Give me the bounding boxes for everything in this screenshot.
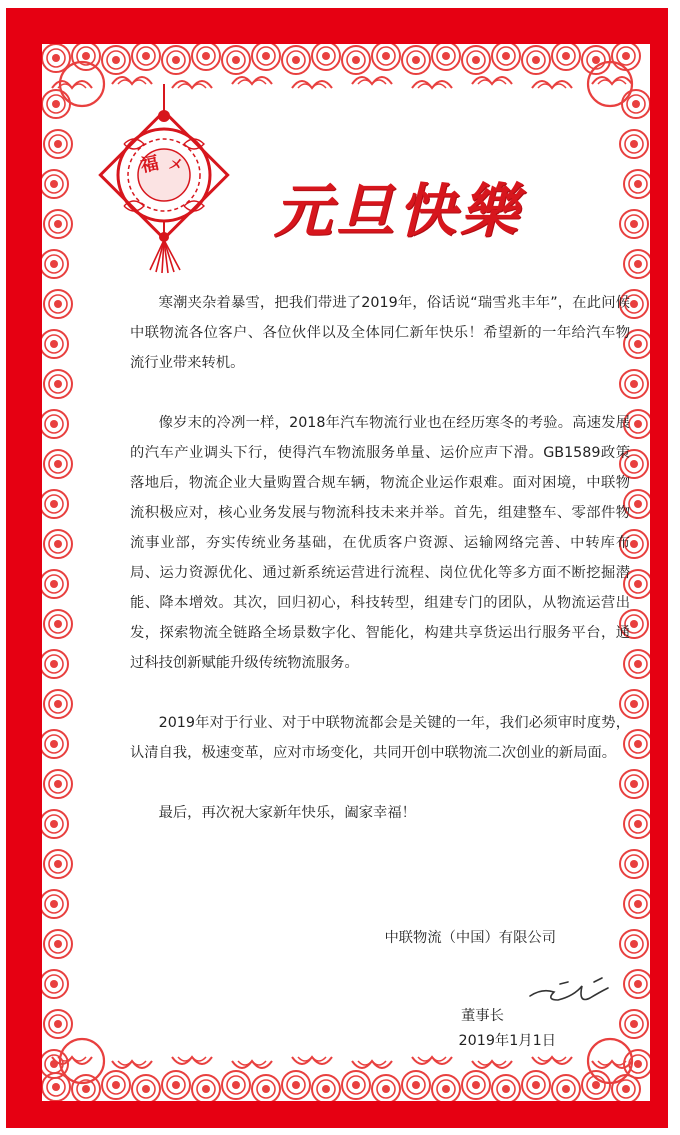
- letter-paper: [42, 44, 650, 1101]
- letter-body: [130, 288, 630, 858]
- paragraph-closing: 最后，再次祝大家新年快乐，阖家幸福！: [158, 805, 416, 821]
- red-frame: [6, 8, 668, 1128]
- page-title: 元旦快樂: [274, 177, 523, 245]
- chairman-label: 董事长: [461, 1008, 504, 1024]
- paragraph-review: 像岁末的冷冽一样，2018年汽车物流行业也在经历寒冬的考验。高速发展的汽车产业调头下行，使得汽车物流服务单量、运价应声下滑。GB1589政策落地后，物流企业大量购置合规车辆，物流企业运作艰难。面对困境，中联物流积极应对，核心业务发展与物流科技未来并举。首先，组建整车、零部件物流事业部，夯实传统业务基础，在优质客户资源、运输网络完善、中转库布局、运力资源优化、通过新系统运营进行流程、岗位优化等多方面不断挖掘潜能、降本增效。其次，回归初心，科技转型，组建专门的团队，从物流运营出发，探索物流全链路全场景数字化、智能化，构建共享货运出行服务平台，通过科技创新赋能升级传统物流服务。: [130, 415, 630, 671]
- handwritten-signature: [524, 974, 624, 1014]
- svg-text:㐅: 㐅: [167, 156, 185, 175]
- letter-date: 2019年1月1日: [458, 1033, 556, 1049]
- fu-knot-icon: [84, 84, 244, 274]
- company-name: 中联物流（中国）有限公司: [384, 930, 556, 946]
- paragraph-outlook: 2019年对于行业、对于中联物流都会是关键的一年，我们必须审时度势，认清自我，极速变革，应对市场变化，共同开创中联物流二次创业的新局面。: [130, 715, 630, 761]
- paragraph-greeting: 寒潮夹杂着暴雪，把我们带进了2019年，俗话说“瑞雪兆丰年”，在此问候中联物流各位客户、各位伙伴以及全体同仁新年快乐！希望新的一年给汽车物流行业带来转机。: [130, 295, 630, 371]
- ornament-character: 福: [138, 152, 161, 177]
